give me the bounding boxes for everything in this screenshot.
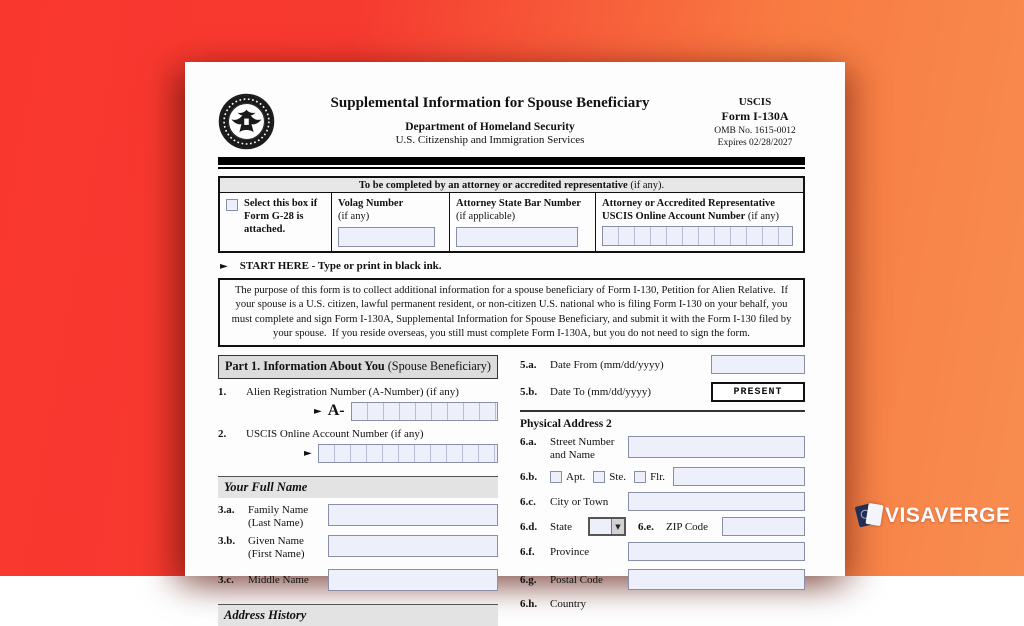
g28-checkbox[interactable] [226, 199, 238, 211]
province-row [520, 542, 805, 561]
item-5a-number: 5.a. [520, 358, 537, 371]
full-name-section-header: Your Full Name [218, 476, 498, 498]
item-6h-number: 6.h. [520, 598, 538, 611]
date-from-row [520, 355, 805, 374]
zip-input[interactable] [722, 517, 805, 536]
agency-name: U.S. Citizenship and Immigration Services [395, 134, 585, 146]
item-3c-number: 3.c. [218, 574, 234, 587]
item-1-number: 1. [218, 385, 227, 398]
item-2-number: 2. [218, 427, 227, 440]
form-body-columns [218, 355, 805, 626]
given-name-row [218, 535, 498, 560]
item-1-input-row [314, 402, 498, 421]
item-3a-number: 3.a. [218, 503, 235, 516]
form-header [218, 62, 805, 150]
attorney-section [218, 176, 805, 253]
uscis-label: USCIS [738, 96, 772, 108]
ste-option [593, 471, 626, 483]
item-3b-number: 3.b. [218, 535, 236, 548]
family-name-label: Family Name (Last Name) [248, 503, 309, 529]
state-bar-label: Attorney State Bar Number [456, 198, 581, 209]
attorney-account-cell [596, 193, 803, 251]
omb-number: OMB No. 1615-0012 [714, 125, 796, 136]
apt-checkbox[interactable] [550, 471, 562, 483]
item-2-label-row [218, 428, 498, 440]
volag-sublabel: (if any) [338, 211, 370, 223]
header-titles [275, 93, 705, 146]
start-here-line [220, 260, 805, 272]
g28-label: Select this box if Form G-28 is attached. [244, 198, 318, 236]
volag-number-input[interactable] [338, 227, 435, 247]
form-number-block [705, 93, 805, 150]
item-1-label-row [218, 386, 498, 398]
form-number: Form I-130A [721, 109, 789, 124]
state-dropdown-value [590, 519, 611, 534]
postal-code-label: Postal Code [550, 573, 603, 586]
flr-option [634, 471, 665, 483]
section-divider [520, 410, 805, 412]
city-row [520, 492, 805, 511]
flr-checkbox[interactable] [634, 471, 646, 483]
ste-label: Ste. [609, 470, 627, 483]
unit-number-input[interactable] [673, 467, 805, 486]
item-6e-number: 6.e. [638, 520, 654, 533]
visaverge-watermark [856, 502, 1010, 530]
volag-cell [332, 193, 450, 251]
family-name-row [218, 504, 498, 529]
city-label: City or Town [550, 495, 609, 508]
state-bar-cell [450, 193, 596, 251]
dropdown-arrow-icon[interactable]: ▼ [611, 519, 624, 534]
postal-code-row [520, 569, 805, 590]
middle-name-input[interactable] [328, 569, 498, 591]
purpose-statement: The purpose of this form is to collect additional information for a spouse beneficiary of Form I-130, Petition for Alien Relative. If your spouse is a U.S. citizen, lawful permanent resident, or non-citizen U.S. national who is filing Form I-130 on your behalf, you must complete and sign Form I-130A, Supplemental Information for Spouse Beneficiary, and submit it with the Form I-130 filed by your spouse. If you reside overseas, you still must complete Form I-130A, but you do not need to sign the form. [218, 278, 805, 347]
state-bar-sublabel: (if applicable) [456, 211, 516, 223]
start-here-text: START HERE - Type or print in black ink. [239, 260, 442, 273]
passport-booklets-icon [856, 502, 886, 530]
family-name-input[interactable] [328, 504, 498, 526]
a-number-prefix: A- [327, 402, 345, 420]
date-from-input[interactable] [711, 355, 805, 374]
given-name-label: Given Name (First Name) [248, 535, 305, 560]
apt-label: Apt. [566, 470, 586, 483]
form-i130a-document [185, 62, 845, 623]
item-6c-number: 6.c. [520, 495, 536, 508]
start-arrow-icon: ► [220, 260, 228, 272]
date-to-row [520, 382, 805, 402]
volag-label: Volag Number [338, 198, 404, 209]
form-title: Supplemental Information for Spouse Beneficiary [330, 95, 650, 111]
dhs-seal-icon [218, 93, 275, 150]
ste-checkbox[interactable] [593, 471, 605, 483]
address-history-section-header: Address History [218, 604, 498, 626]
item-1-label: Alien Registration Number (A-Number) (if any) [246, 385, 459, 398]
uscis-account-number-input[interactable] [318, 444, 498, 463]
header-divider-bar [218, 157, 805, 165]
header-divider-line [218, 167, 805, 169]
unit-row [520, 467, 805, 486]
attorney-section-header: To be completed by an attorney or accredited representative (if any). [220, 178, 803, 193]
street-row [520, 436, 805, 461]
country-label: Country [550, 598, 587, 611]
left-column [218, 355, 498, 626]
date-to-present-value[interactable]: PRESENT [711, 382, 805, 402]
state-label: State [550, 520, 572, 533]
part1-header: Part 1. Information About You (Spouse Beneficiary) [218, 355, 498, 379]
given-name-input[interactable] [328, 535, 498, 557]
item-6b-number: 6.b. [520, 470, 538, 483]
right-column [520, 355, 805, 626]
field-arrow-icon: ► [304, 447, 312, 459]
province-input[interactable] [628, 542, 805, 561]
attorney-account-label-1: Attorney or Accredited Representative [602, 198, 775, 209]
attorney-account-label-2: USCIS Online Account Number (if any) [602, 211, 780, 223]
city-input[interactable] [628, 492, 805, 511]
country-row [520, 598, 805, 610]
expiration-date: Expires 02/28/2027 [717, 138, 793, 149]
middle-name-label: Middle Name [248, 574, 309, 587]
a-number-input[interactable] [351, 402, 498, 421]
item-6g-number: 6.g. [520, 573, 537, 586]
province-label: Province [550, 545, 590, 558]
street-input[interactable] [628, 436, 805, 458]
state-bar-number-input[interactable] [456, 227, 578, 247]
apt-option [550, 471, 585, 483]
item-6d-number: 6.d. [520, 520, 538, 533]
postal-code-input[interactable] [628, 569, 805, 590]
state-zip-row [520, 517, 805, 536]
item-6a-number: 6.a. [520, 436, 537, 448]
street-label: Street Number and Name [550, 436, 615, 461]
item-2-input-row [304, 444, 498, 463]
form-content [218, 62, 805, 626]
item-2-label: USCIS Online Account Number (if any) [246, 427, 424, 440]
item-5b-number: 5.b. [520, 386, 538, 398]
field-arrow-icon: ► [314, 405, 322, 417]
date-from-label: Date From (mm/dd/yyyy) [550, 358, 664, 371]
middle-name-row [218, 569, 498, 591]
g28-cell [220, 193, 332, 251]
attorney-section-body [220, 193, 803, 251]
department-name: Department of Homeland Security [405, 121, 575, 133]
date-to-label: Date To (mm/dd/yyyy) [550, 386, 652, 398]
item-6f-number: 6.f. [520, 545, 535, 558]
zip-label: ZIP Code [666, 520, 709, 533]
state-dropdown[interactable] [588, 517, 626, 536]
attorney-account-number-input[interactable] [602, 226, 793, 246]
brand-name: VISAVERGE [885, 504, 1011, 527]
flr-label: Flr. [650, 470, 666, 483]
physical-address-2-title: Physical Address 2 [520, 418, 612, 430]
